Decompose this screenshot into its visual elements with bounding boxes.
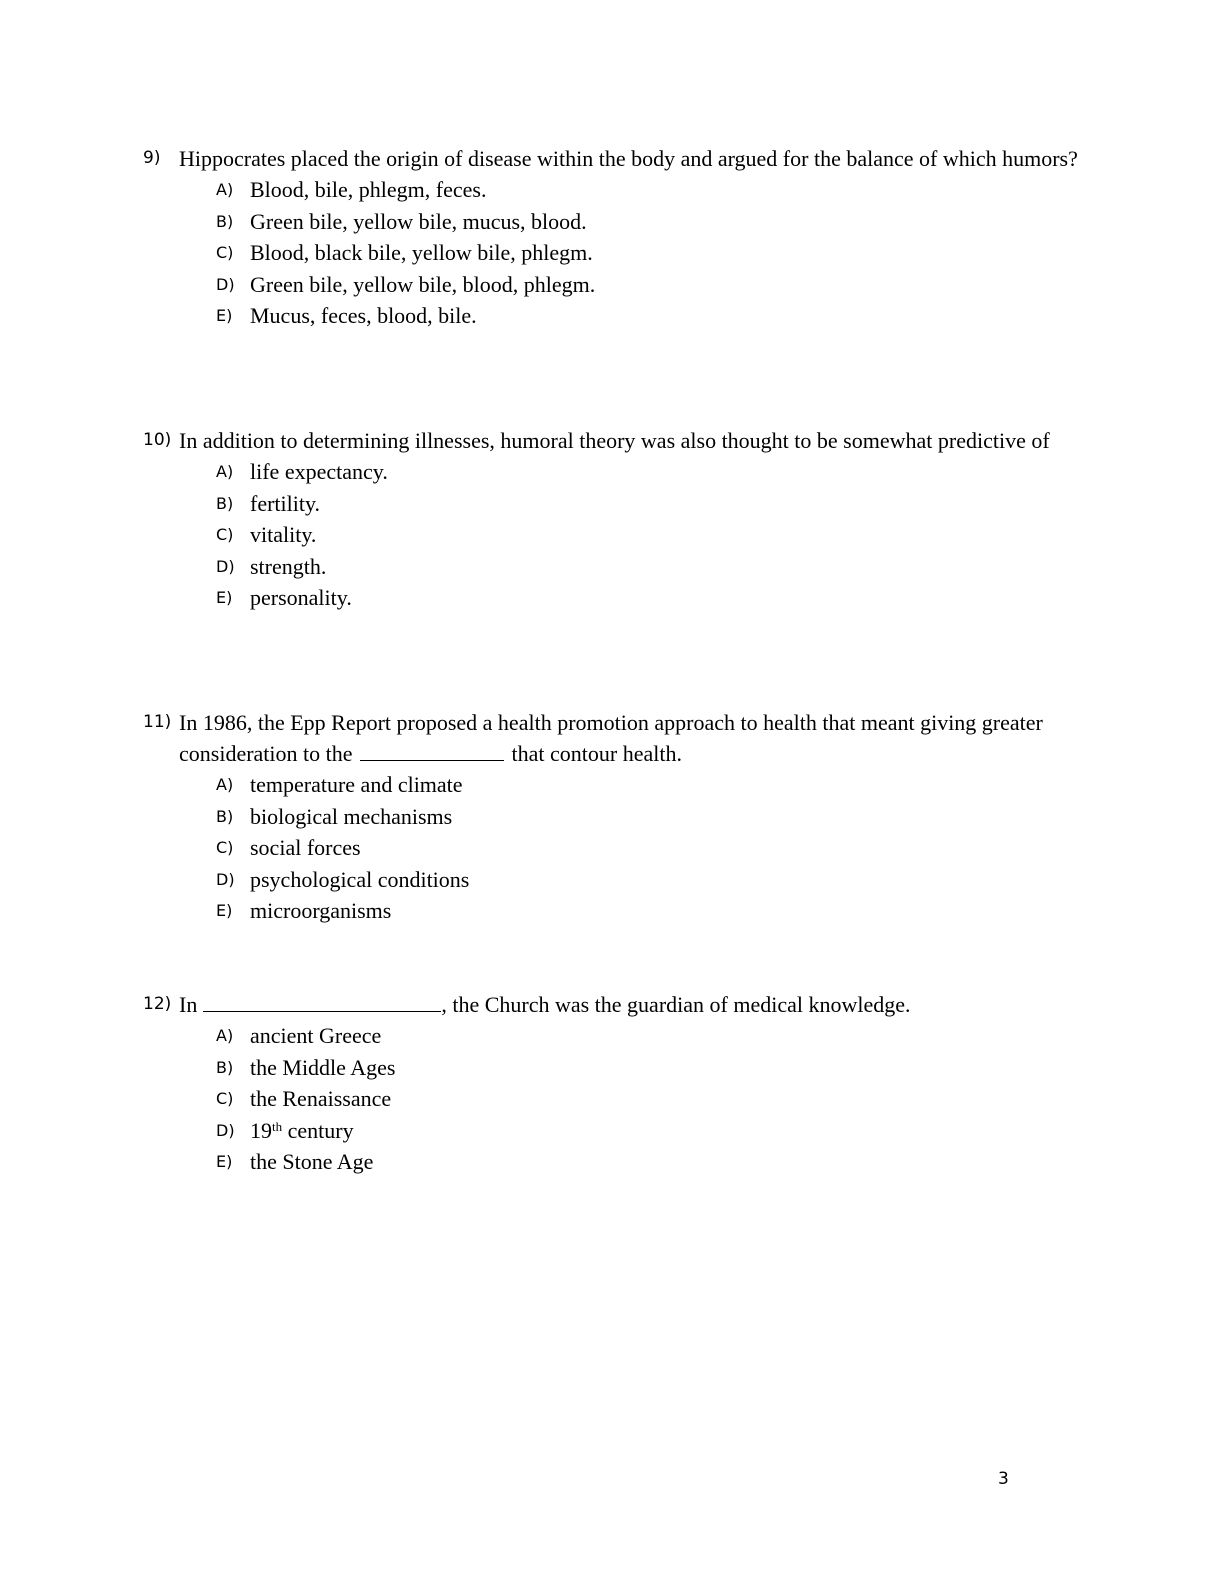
option-letter: D) (216, 274, 235, 294)
option-b (143, 488, 1083, 520)
option-c (143, 1083, 1083, 1115)
option-text: the Renaissance (250, 1086, 392, 1111)
option-a (143, 1020, 1083, 1052)
option-a (143, 769, 1083, 801)
option-superscript: th (272, 1118, 283, 1134)
question-text-after: , the Church was the guardian of medical knowledge. (441, 992, 911, 1017)
question-number: 9) (143, 148, 161, 168)
option-c (143, 237, 1083, 269)
fill-in-blank (203, 990, 441, 1012)
option-letter: E) (216, 901, 233, 920)
option-text-after: century (282, 1117, 354, 1143)
option-c (143, 519, 1083, 551)
option-text: life expectancy. (250, 459, 388, 484)
option-e (143, 895, 1083, 927)
option-d (143, 551, 1083, 583)
option-d (143, 1115, 1083, 1147)
option-text: the Middle Ages (250, 1054, 396, 1080)
option-letter: A) (216, 462, 234, 481)
answer-options (143, 1020, 1083, 1178)
option-letter: B) (216, 1057, 234, 1077)
option-letter: B) (216, 806, 234, 826)
option-text: Green bile, yellow bile, mucus, blood. (250, 208, 587, 234)
option-letter: A) (216, 775, 234, 794)
option-text: microorganisms (250, 898, 392, 923)
page-number: 3 (998, 1469, 1009, 1489)
option-e (143, 300, 1083, 332)
question-11 (143, 707, 1083, 927)
option-letter: E) (216, 306, 233, 325)
option-a (143, 456, 1083, 488)
fill-in-blank (360, 739, 504, 761)
question-10 (143, 425, 1083, 614)
option-d (143, 269, 1083, 301)
question-text: Hippocrates placed the origin of disease within the body and argued for the balance of which humors? (179, 146, 1078, 171)
question-stem (143, 989, 1083, 1020)
question-number: 10) (143, 430, 172, 450)
option-text: Mucus, feces, blood, bile. (250, 303, 477, 328)
option-text: 19 (250, 1117, 272, 1143)
option-a (143, 174, 1083, 206)
option-text: Blood, black bile, yellow bile, phlegm. (250, 240, 593, 265)
option-e (143, 582, 1083, 614)
option-letter: E) (216, 588, 233, 607)
answer-options (143, 174, 1083, 332)
option-d (143, 864, 1083, 896)
option-letter: B) (216, 493, 234, 513)
question-text-before: In (179, 992, 198, 1017)
option-text: social forces (250, 835, 361, 860)
option-letter: A) (216, 180, 234, 199)
option-text: Green bile, yellow bile, blood, phlegm. (250, 271, 596, 297)
option-text: biological mechanisms (250, 803, 453, 829)
option-letter: C) (216, 525, 234, 544)
option-b (143, 206, 1083, 238)
option-b (143, 801, 1083, 833)
question-text-after: that contour health. (511, 741, 682, 766)
option-text: temperature and climate (250, 772, 463, 797)
option-text: Blood, bile, phlegm, feces. (250, 177, 487, 202)
answer-options (143, 769, 1083, 927)
option-c (143, 832, 1083, 864)
option-letter: D) (216, 556, 235, 576)
option-b (143, 1052, 1083, 1084)
question-stem (143, 425, 1083, 456)
option-text: psychological conditions (250, 866, 470, 892)
option-letter: C) (216, 243, 234, 262)
option-letter: D) (216, 1120, 235, 1140)
option-letter: E) (216, 1152, 233, 1171)
option-letter: A) (216, 1026, 234, 1045)
option-letter: B) (216, 211, 234, 231)
option-text: vitality. (250, 522, 317, 547)
question-9 (143, 143, 1083, 332)
option-text: ancient Greece (250, 1023, 382, 1048)
question-number: 12) (143, 994, 172, 1014)
answer-options (143, 456, 1083, 614)
question-stem (143, 707, 1083, 769)
option-text: the Stone Age (250, 1149, 374, 1174)
question-number: 11) (143, 712, 172, 732)
question-stem (143, 143, 1083, 174)
option-text: strength. (250, 553, 327, 579)
option-letter: D) (216, 869, 235, 889)
question-text-before: In 1986, the Epp Report proposed a health promotion approach to health that meant giving greater consideration to the (179, 710, 1043, 766)
option-text: personality. (250, 585, 352, 610)
question-12 (143, 989, 1083, 1178)
option-letter: C) (216, 1089, 234, 1108)
option-text: fertility. (250, 490, 321, 516)
option-letter: C) (216, 838, 234, 857)
option-e (143, 1146, 1083, 1178)
question-text: In addition to determining illnesses, humoral theory was also thought to be somewhat predictive of (179, 428, 1050, 453)
